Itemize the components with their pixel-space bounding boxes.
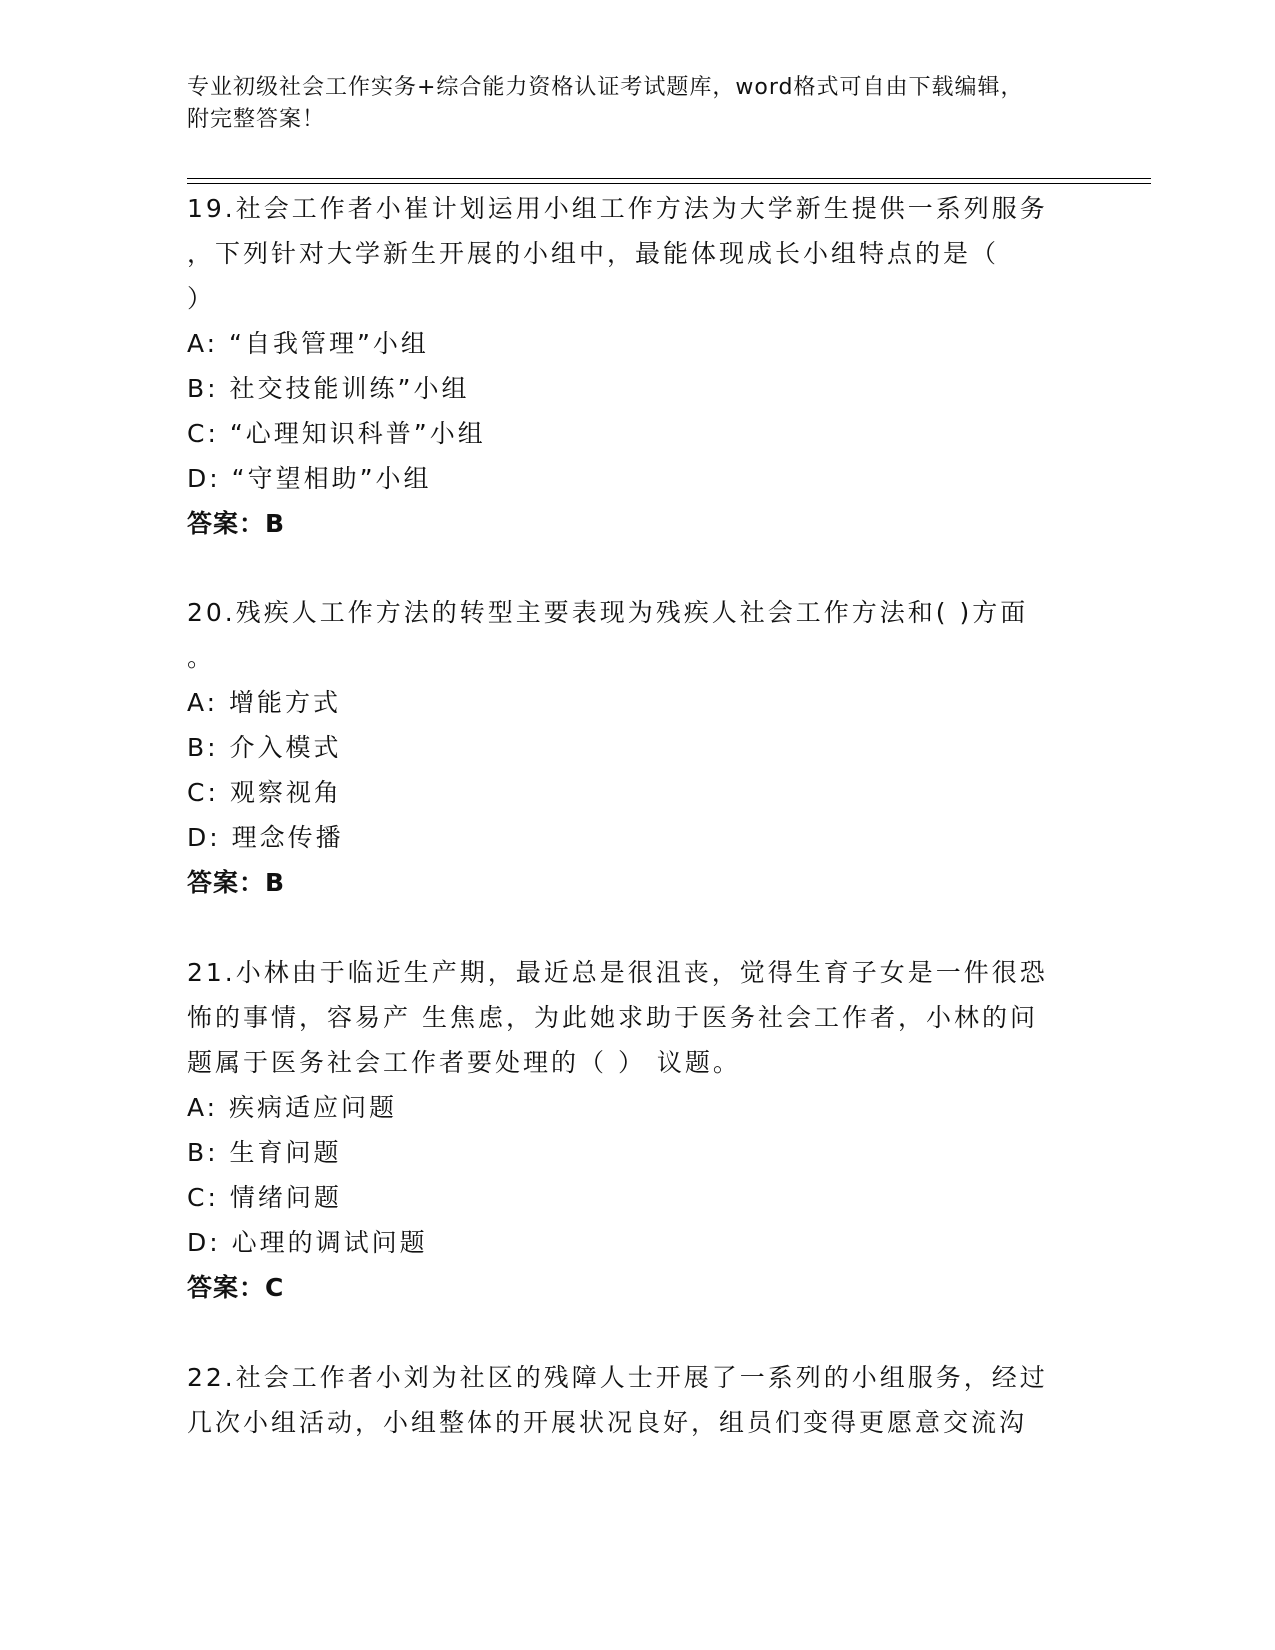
option-b: B: 社交技能训练”小组 (187, 374, 470, 403)
header-line-1: 专业初级社会工作实务+综合能力资格认证考试题库，word格式可自由下载编辑， (187, 75, 1024, 100)
option-d: D: “守望相助”小组 (187, 464, 432, 493)
option-b: B: 介入模式 (187, 733, 342, 762)
question-19 (187, 186, 1087, 546)
option-b: B: 生育问题 (187, 1138, 342, 1167)
answer: 答案：B (187, 868, 286, 897)
question-stem: 20.残疾人工作方法的转型主要表现为残疾人社会工作方法和( )方面 。 (187, 598, 1029, 672)
option-a: A: “自我管理”小组 (187, 329, 429, 358)
question-21 (187, 950, 1087, 1310)
question-20 (187, 590, 1087, 905)
option-c: C: “心理知识科普”小组 (187, 419, 486, 448)
question-22 (187, 1355, 1087, 1445)
option-a: A: 疾病适应问题 (187, 1093, 398, 1122)
question-stem: 21.小林由于临近生产期，最近总是很沮丧，觉得生育子女是一件很恐 怖的事情，容易产 生焦虑，为此她求助于医务社会工作者，小林的问 题属于医务社会工作者要处理的（ ） 议题。 (187, 958, 1048, 1077)
option-a: A: 增能方式 (187, 688, 342, 717)
option-c: C: 情绪问题 (187, 1183, 342, 1212)
answer: 答案：B (187, 509, 286, 538)
header-rule-top (187, 178, 1151, 179)
document-header (187, 72, 1087, 136)
header-rule-bottom (187, 183, 1151, 184)
option-c: C: 观察视角 (187, 778, 342, 807)
header-line-2: 附完整答案！ (187, 107, 326, 132)
answer: 答案：C (187, 1273, 285, 1302)
option-d: D: 理念传播 (187, 823, 344, 852)
option-d: D: 心理的调试问题 (187, 1228, 428, 1257)
question-stem: 19.社会工作者小崔计划运用小组工作方法为大学新生提供一系列服务 ，下列针对大学新生开展的小组中，最能体现成长小组特点的是（ ） (187, 194, 1048, 313)
question-stem: 22.社会工作者小刘为社区的残障人士开展了一系列的小组服务，经过 几次小组活动，小组整体的开展状况良好，组员们变得更愿意交流沟 (187, 1363, 1048, 1437)
